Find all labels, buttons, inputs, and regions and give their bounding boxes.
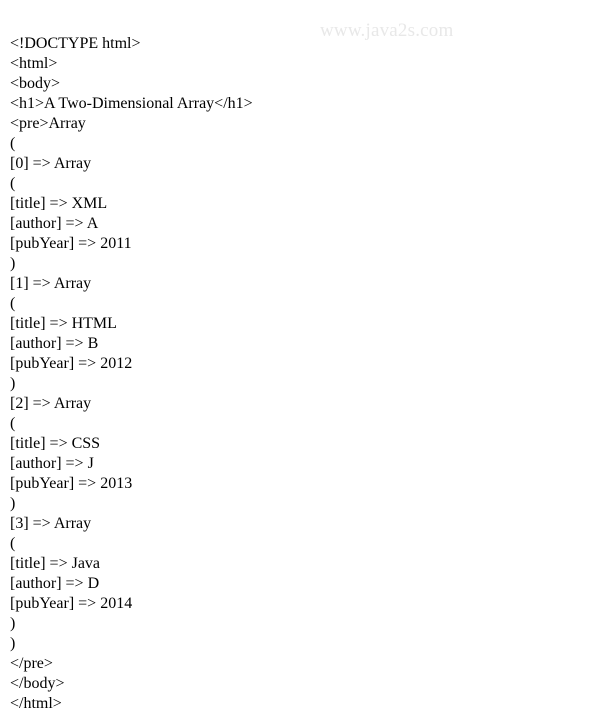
source-line: [3] => Array	[10, 515, 92, 532]
watermark: www.java2s.com	[320, 20, 454, 41]
source-line: <html>	[10, 55, 58, 72]
source-line: [author] => A	[10, 215, 99, 232]
source-line: )	[10, 495, 16, 512]
source-line: [pubYear] => 2011	[10, 235, 132, 252]
source-line: </pre>	[10, 655, 53, 672]
source-line: (	[10, 135, 16, 152]
source-line: [pubYear] => 2013	[10, 475, 133, 492]
source-line: <body>	[10, 75, 61, 92]
source-line: [1] => Array	[10, 275, 92, 292]
source-line: (	[10, 295, 16, 312]
source-line: [0] => Array	[10, 155, 92, 172]
source-line: (	[10, 535, 16, 552]
source-line: (	[10, 175, 16, 192]
source-line: [author] => B	[10, 335, 99, 352]
source-line: )	[10, 255, 16, 272]
source-line: </body>	[10, 675, 65, 692]
source-line: [2] => Array	[10, 395, 92, 412]
source-line: [title] => CSS	[10, 435, 101, 452]
source-line: [pubYear] => 2012	[10, 355, 133, 372]
source-line: (	[10, 415, 16, 432]
source-line: <!DOCTYPE html>	[10, 35, 141, 52]
source-line: <pre>Array	[10, 115, 86, 132]
source-line: )	[10, 375, 16, 392]
source-line: </html>	[10, 695, 62, 712]
source-line: [title] => HTML	[10, 315, 117, 332]
source-listing	[10, 34, 253, 714]
source-line: [title] => Java	[10, 555, 101, 572]
source-line: [author] => J	[10, 455, 94, 472]
source-line: <h1>A Two-Dimensional Array</h1>	[10, 95, 253, 112]
source-line: [pubYear] => 2014	[10, 595, 133, 612]
source-line: [title] => XML	[10, 195, 108, 212]
source-line: [author] => D	[10, 575, 100, 592]
source-line: )	[10, 615, 16, 632]
source-line: )	[10, 635, 16, 652]
